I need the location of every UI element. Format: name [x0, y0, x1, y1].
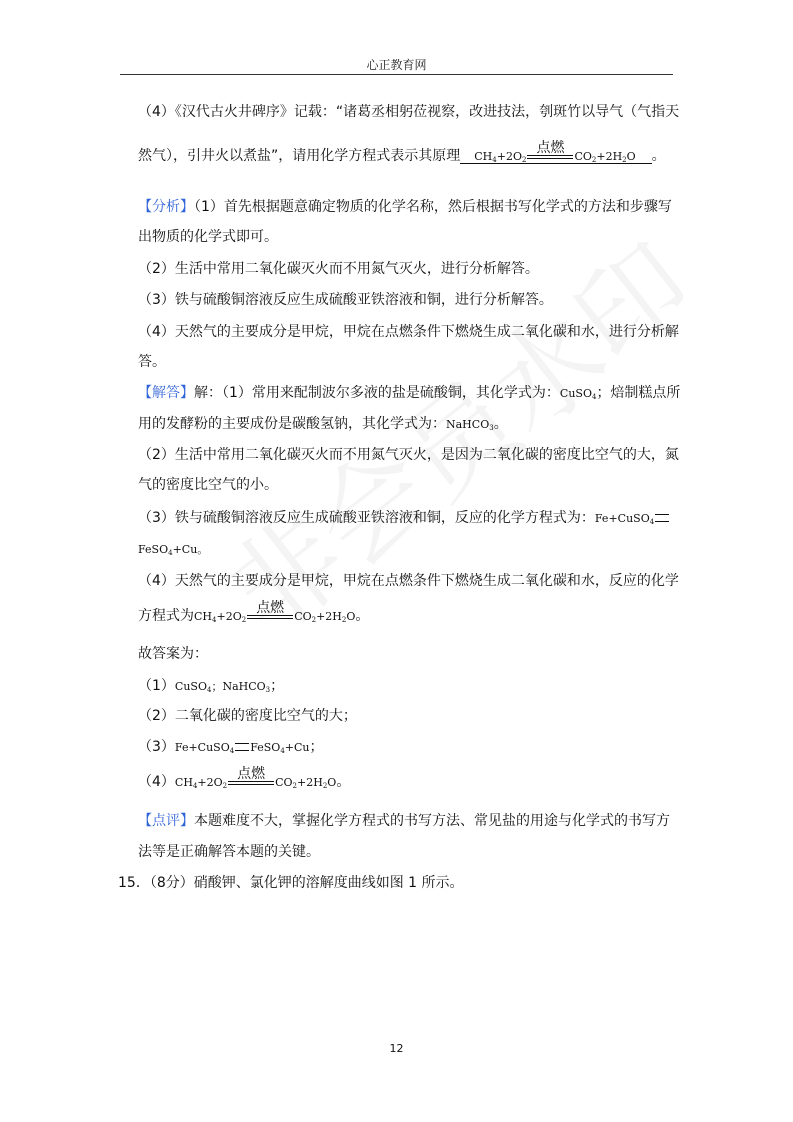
comment-line-1: 【点评】本题难度不大，掌握化学方程式的书写方法、常见盐的用途与化学式的书写方 — [138, 813, 670, 829]
final-answer-3: （3）Fe+CuSO$_4$ FeSO$_4$+Cu； — [138, 739, 324, 755]
final-answer-label: 故答案为： — [138, 646, 208, 662]
final-answer-2: （2）二氧化碳的密度比空气的大； — [138, 708, 357, 724]
analysis-line-3: （2）生活中常用二氧化碳灭火而不用氮气灭火，进行分析解答。 — [138, 261, 539, 277]
answer-line-8: 方程式为$CH_4+2O_2$ 点燃 $CO_2+2H_2O$。 — [138, 600, 370, 624]
analysis-line-1: 【分析】（1）首先根据题意确定物质的化学名称，然后根据书写化学式的方法和步骤写 — [138, 199, 672, 215]
comment-tag: 【点评】 — [138, 813, 194, 829]
question-4-line-2: 然气），引井火以煮盐”，请用化学方程式表示其原理 $CH_4+2O_2$ 点燃 $CO_2+2H_2O$ 。 — [138, 140, 666, 164]
answer-line-3: （2）生活中常用二氧化碳灭火而不用氮气灭火，是因为二氧化碳的密度比空气的大，氮 — [138, 447, 679, 463]
question-15: 15．（8分）硝酸钾、氯化钾的溶解度曲线如图 1 所示。 — [118, 875, 464, 891]
analysis-line-4: （3）铁与硫酸铜溶液反应生成硫酸亚铁溶液和铜，进行分析解答。 — [138, 292, 553, 308]
final-answer-4: $(4)CH_4+2O_2$ 点燃 $CO_2+2H_2O$。 — [138, 766, 351, 790]
answer-line-6: FeSO$_4$+Cu。 — [138, 543, 209, 557]
answer-tag: 【解答】 — [138, 385, 194, 401]
comment-line-2: 法等是正确解答本题的关键。 — [138, 844, 320, 860]
answer-line-4: 气的密度比空气的小。 — [138, 477, 278, 493]
header-rule — [120, 74, 673, 75]
analysis-line-5: （4）天然气的主要成分是甲烷，甲烷在点燃条件下燃烧生成二氧化碳和水，进行分析解 — [138, 324, 679, 340]
answer-line-7: （4）天然气的主要成分是甲烷，甲烷在点燃条件下燃烧生成二氧化碳和水，反应的化学 — [138, 573, 679, 589]
analysis-line-6: 答。 — [138, 354, 166, 370]
page-number: 12 — [389, 1042, 404, 1055]
answer-line-2: 用的发酵粉的主要成份是碳酸氢钠，其化学式为：NaHCO$_3$。 — [138, 416, 508, 432]
answer-line-5: （3）铁与硫酸铜溶液反应生成硫酸亚铁溶液和铜，反应的化学方程式为：Fe+CuSO$_4$ — [138, 508, 670, 532]
analysis-tag: 【分析】 — [138, 199, 194, 215]
question-4-line-1: （4）《汉代古火井碑序》记载：“诸葛丞相躬莅视察，改进技法，刳斑竹以导气（气指天 — [138, 104, 680, 120]
final-answer-1: （1）CuSO$_4$；NaHCO$_3$； — [138, 678, 285, 694]
page-header: 心正教育网 — [366, 58, 427, 72]
analysis-line-2: 出物质的化学式即可。 — [138, 229, 278, 245]
methane-combustion-equation: $CH_4+2O_2$ 点燃 $CO_2+2H_2O$ — [460, 150, 651, 164]
answer-line-1: 【解答】解：（1）常用来配制波尔多液的盐是硫酸铜，其化学式为：CuSO$_4$；焙制糕点所 — [138, 385, 681, 401]
